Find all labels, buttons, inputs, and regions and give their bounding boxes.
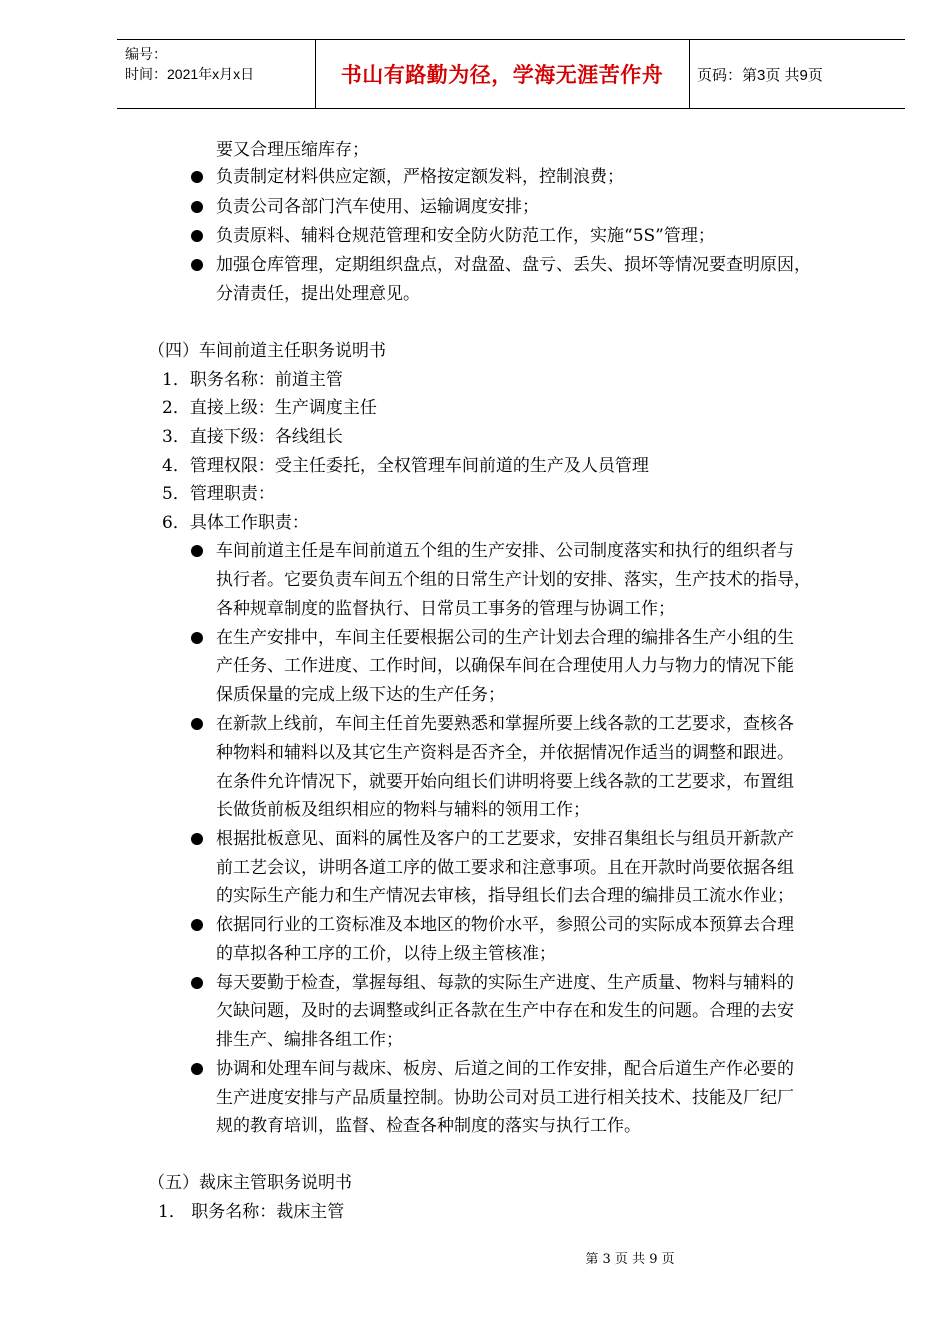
body-line: 车间前道主任是车间前道五个组的生产安排、公司制度落实和执行的组织者与 [216,541,794,561]
bullet-icon [191,632,203,644]
bullet-icon [191,201,203,213]
numbered-item: 6．具体工作职责： [162,513,309,533]
bullet-icon [191,171,203,183]
bullet-icon [191,718,203,730]
page-footer [0,1248,950,1267]
body-line: 种物料和辅料以及其它生产资料是否齐全，并依据情况作适当的调整和跟进。 [216,743,794,763]
bullet-icon [191,919,203,931]
body-line: 产任务、工作进度、工作时间，以确保车间在合理使用人力与物力的情况下能 [216,656,794,676]
numbered-item: 4．管理权限：受主任委托，全权管理车间前道的生产及人员管理 [162,456,649,476]
numbered-item: 5．管理职责： [162,484,275,504]
body-line: 在新款上线前，车间主任首先要熟悉和掌握所要上线各款的工艺要求，查核各 [216,714,794,734]
document-time-label: 时间：2021年x月x日 [125,66,255,82]
bullet-icon [191,833,203,845]
body-line: 根据批板意见、面料的属性及客户的工艺要求，安排召集组长与组员开新款产 [216,829,794,849]
bullet-icon [191,259,203,271]
body-line: 每天要勤于检查，掌握每组、每款的实际生产进度、生产质量、物料与辅料的 [216,973,794,993]
body-line: 的实际生产能力和生产情况去审核，指导组长们去合理的编排员工流水作业； [216,886,794,906]
bullet-icon [191,230,203,242]
body-line: 规的教育培训，监督、检查各种制度的落实与执行工作。 [216,1116,641,1136]
body-line: 负责制定材料供应定额，严格按定额发料，控制浪费； [216,167,624,187]
body-line: 分清责任，提出处理意见。 [216,284,420,304]
body-line: 负责公司各部门汽车使用、运输调度安排； [216,197,539,217]
numbered-item: 1．职务名称：前道主管 [162,370,343,390]
section-heading: （四）车间前道主任职务说明书 [148,341,386,361]
bullet-icon [191,545,203,557]
body-line: 要又合理压缩库存； [216,140,369,160]
body-line: 依据同行业的工资标准及本地区的物价水平，参照公司的实际成本预算去合理 [216,915,794,935]
section-heading: （五）裁床主管职务说明书 [148,1173,352,1193]
header-page-label: 页码：第3页 共9页 [697,66,823,84]
body-line: 前工艺会议，讲明各道工序的做工要求和注意事项。且在开款时尚要依据各组 [216,858,794,878]
body-line: 生产进度安排与产品质量控制。协助公司对员工进行相关技术、技能及厂纪厂 [216,1088,794,1108]
body-line: 的草拟各种工序的工价，以待上级主管核准； [216,944,556,964]
body-line: 加强仓库管理，定期组织盘点，对盘盈、盘亏、丢失、损坏等情况要查明原因， [216,255,811,275]
bullet-icon [191,1063,203,1075]
numbered-item: 2．直接上级：生产调度主任 [162,398,377,418]
header-page-cell [689,40,905,108]
page-header [117,39,905,109]
body-line: 在条件允许情况下，就要开始向组长们讲明将要上线各款的工艺要求，布置组 [216,772,794,792]
body-line: 负责原料、辅料仓规范管理和安全防火防范工作，实施“5S”管理； [216,226,715,246]
header-left-cell [117,40,316,108]
header-motto: 书山有路勤为径，学海无涯苦作舟 [340,63,664,87]
body-line: 执行者。它要负责车间五个组的日常生产计划的安排、落实，生产技术的指导， [216,570,811,590]
body-line: 各种规章制度的监督执行、日常员工事务的管理与协调工作； [216,599,675,619]
body-line: 保质保量的完成上级下达的生产任务； [216,685,505,705]
document-number-label: 编号： [125,46,167,62]
body-line: 长做货前板及组织相应的物料与辅料的领用工作； [216,800,590,820]
numbered-item: 3．直接下级：各线组长 [162,427,343,447]
bullet-icon [191,977,203,989]
body-line: 在生产安排中，车间主任要根据公司的生产计划去合理的编排各生产小组的生 [216,628,794,648]
footer-page-number: 第 3 页 共 9 页 [585,1252,675,1267]
numbered-item: 1． 职务名称：裁床主管 [158,1202,345,1222]
body-line: 协调和处理车间与裁床、板房、后道之间的工作安排，配合后道生产作必要的 [216,1059,794,1079]
header-motto-cell [315,40,690,108]
body-line: 排生产、编排各组工作； [216,1030,403,1050]
body-line: 欠缺问题，及时的去调整或纠正各款在生产中存在和发生的问题。合理的去安 [216,1001,794,1021]
